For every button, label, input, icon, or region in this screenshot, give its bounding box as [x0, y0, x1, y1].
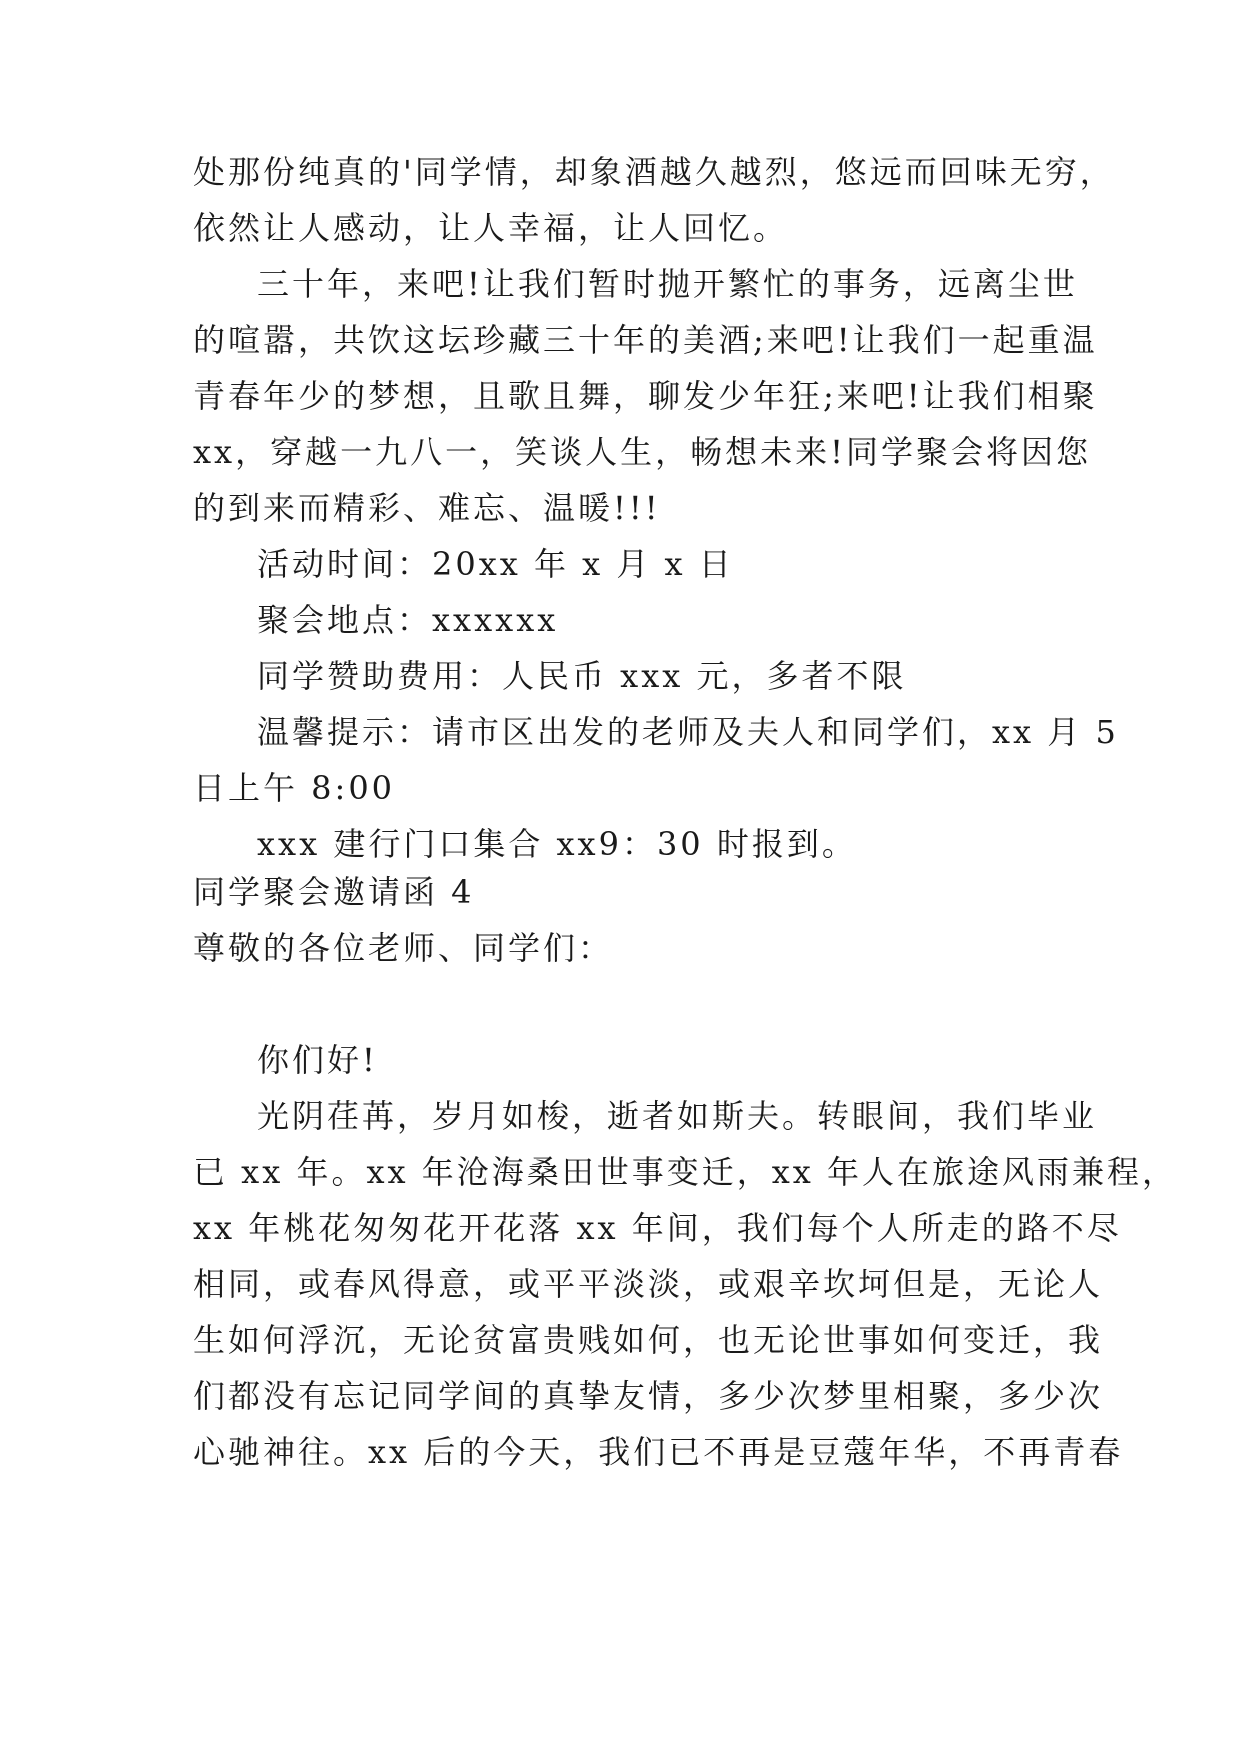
- reminder-line: xxx 建行门口集合 xx9：30 时报到。: [257, 825, 857, 863]
- paragraph-line: 的喧嚣，共饮这坛珍藏三十年的美酒;来吧!让我们一起重温: [193, 321, 1098, 359]
- sponsorship-fee: 同学赞助费用：人民币 xxx 元，多者不限: [257, 657, 907, 695]
- paragraph-line: 依然让人感动，让人幸福，让人回忆。: [193, 209, 789, 247]
- event-location: 聚会地点：xxxxxx: [257, 601, 559, 639]
- paragraph-line: 处那份纯真的'同学情，却象酒越久越烈，悠远而回味无穷，: [193, 153, 1115, 191]
- paragraph-line: 生如何浮沉，无论贫富贵贱如何，也无论世事如何变迁，我: [193, 1321, 1104, 1359]
- paragraph-line: 三十年，来吧!让我们暂时抛开繁忙的事务，远离尘世: [257, 265, 1078, 303]
- paragraph-line: 们都没有忘记同学间的真挚友情，多少次梦里相聚，多少次: [193, 1377, 1104, 1415]
- paragraph-line: xx 年桃花匆匆花开花落 xx 年间，我们每个人所走的路不尽: [193, 1209, 1122, 1247]
- paragraph-line: 光阴荏苒，岁月如梭，逝者如斯夫。转眼间，我们毕业: [257, 1097, 1098, 1135]
- greeting: 你们好!: [257, 1041, 378, 1079]
- reminder-line: 日上午 8:00: [193, 769, 396, 807]
- paragraph-line: 已 xx 年。xx 年沧海桑田世事变迁，xx 年人在旅途风雨兼程，: [193, 1153, 1177, 1191]
- reminder-line: 温馨提示：请市区出发的老师及夫人和同学们，xx 月 5: [257, 713, 1119, 751]
- section-title: 同学聚会邀请函 4: [193, 873, 475, 911]
- event-time: 活动时间：20xx 年 x 月 x 日: [257, 545, 734, 583]
- paragraph-line: xx，穿越一九八一，笑谈人生，畅想未来!同学聚会将因您: [193, 433, 1091, 471]
- paragraph-line: 青春年少的梦想，且歌且舞，聊发少年狂;来吧!让我们相聚: [193, 377, 1098, 415]
- salutation: 尊敬的各位老师、同学们：: [193, 929, 614, 967]
- paragraph-line: 相同，或春风得意，或平平淡淡，或艰辛坎坷但是，无论人: [193, 1265, 1104, 1303]
- paragraph-line: 心驰神往。xx 后的今天，我们已不再是豆蔻年华，不再青春: [193, 1433, 1124, 1471]
- paragraph-line: 的到来而精彩、难忘、温暖!!!: [193, 489, 661, 527]
